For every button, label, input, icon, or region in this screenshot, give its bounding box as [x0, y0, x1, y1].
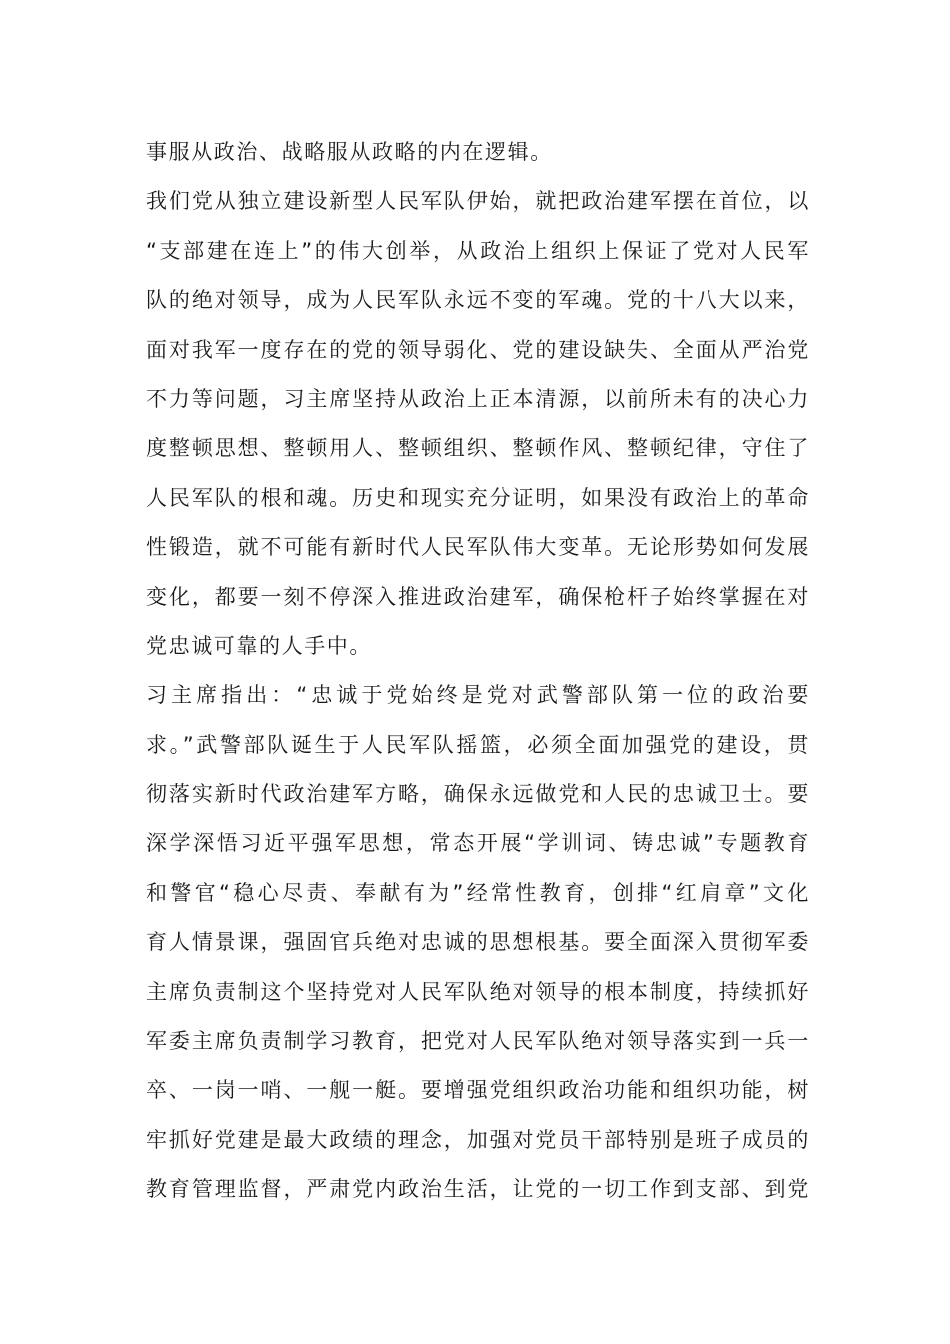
text-line: 性锻造，就不可能有新时代人民军队伟大变革。无论形势如何发展	[146, 535, 810, 560]
text-line: 主席负责制这个坚持党对人民军队绝对领导的根本制度，持续抓好	[146, 979, 810, 1004]
text-line: 深学深悟习近平强军思想，常态开展“学训词、铸忠诚”专题教育	[146, 831, 810, 856]
text-line: “支部建在连上”的伟大创举，从政治上组织上保证了党对人民军	[146, 238, 810, 263]
text-line: 和警官“稳心尽责、奉献有为”经常性教育，创排“红肩章”文化	[146, 880, 810, 905]
text-line: 变化，都要一刻不停深入推进政治建军，确保枪杆子始终掌握在对	[146, 584, 810, 609]
text-line: 不力等问题，习主席坚持从政治上正本清源，以前所未有的决心力	[146, 386, 810, 411]
text-line: 育人情景课，强固官兵绝对忠诚的思想根基。要全面深入贯彻军委	[146, 930, 810, 955]
text-line: 党忠诚可靠的人手中。	[146, 633, 372, 658]
text-line: 我们党从独立建设新型人民军队伊始，就把政治建军摆在首位，以	[146, 189, 810, 214]
text-line: 求。”武警部队诞生于人民军队摇篮，必须全面加强党的建设，贯	[146, 732, 810, 757]
text-line: 习主席指出：“忠诚于党始终是党对武警部队第一位的政治要	[146, 683, 810, 708]
text-line: 卒、一岗一哨、一舰一艇。要增强党组织政治功能和组织功能，树	[146, 1078, 810, 1103]
text-line: 事服从政治、战略服从政略的内在逻辑。	[146, 140, 553, 164]
body-text	[146, 128, 810, 1215]
text-line: 教育管理监督，严肃党内政治生活，让党的一切工作到支部、到党	[146, 1177, 810, 1202]
text-line: 人民军队的根和魂。历史和现实充分证明，如果没有政治上的革命	[146, 485, 810, 510]
text-line: 面对我军一度存在的党的领导弱化、党的建设缺失、全面从严治党	[146, 337, 810, 362]
text-line: 度整顿思想、整顿用人、整顿组织、整顿作风、整顿纪律，守住了	[146, 436, 810, 461]
text-line: 军委主席负责制学习教育，把党对人民军队绝对领导落实到一兵一	[146, 1029, 810, 1054]
text-line: 牢抓好党建是最大政绩的理念，加强对党员干部特别是班子成员的	[146, 1127, 810, 1152]
text-line: 队的绝对领导，成为人民军队永远不变的军魂。党的十八大以来，	[146, 288, 810, 313]
text-line: 彻落实新时代政治建军方略，确保永远做党和人民的忠诚卫士。要	[146, 782, 810, 807]
